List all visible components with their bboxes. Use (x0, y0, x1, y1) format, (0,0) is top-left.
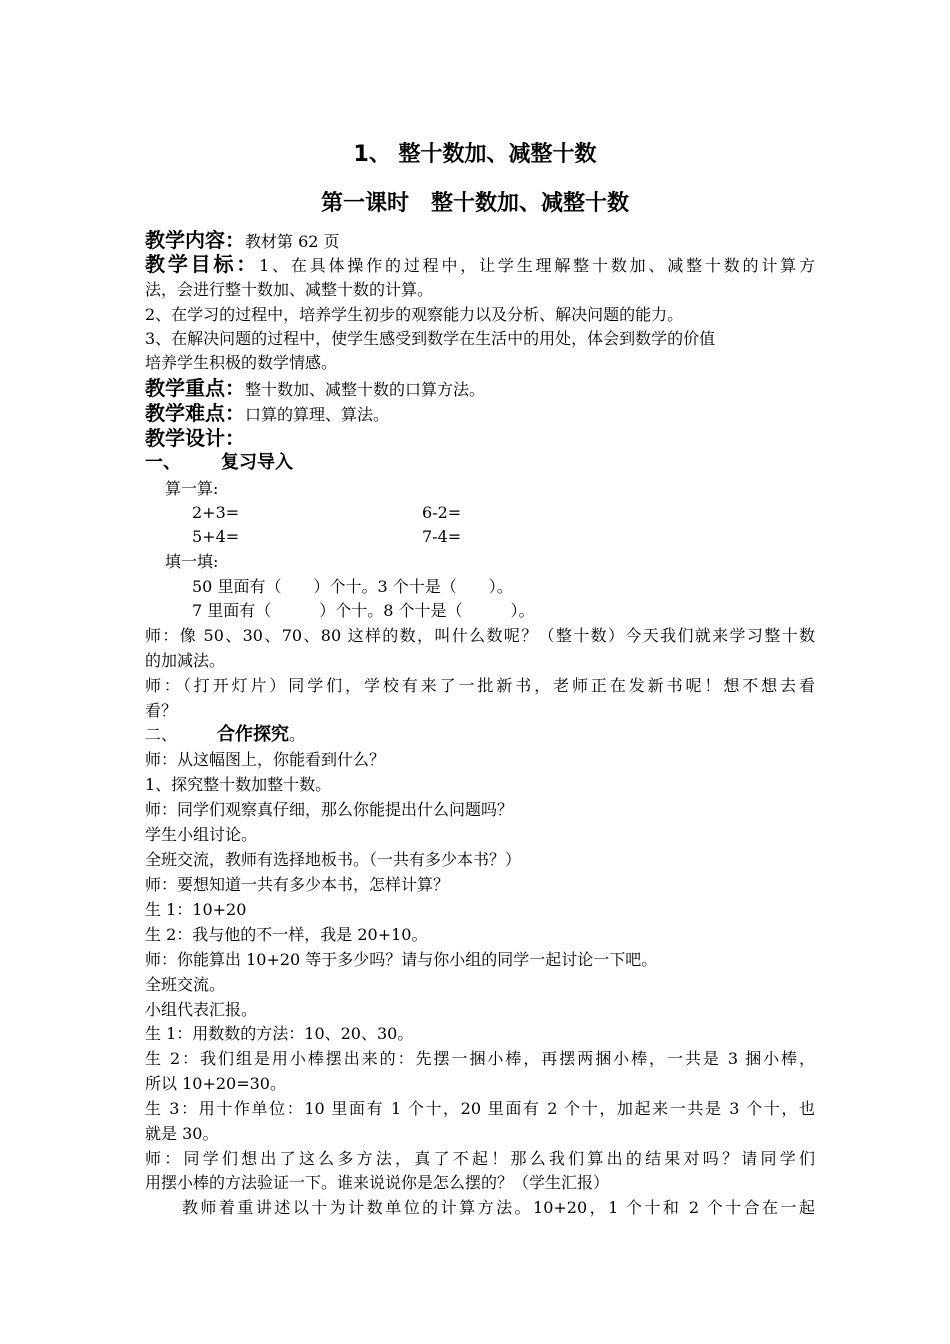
body2-line: 小组代表汇报。 (145, 1000, 258, 1019)
fill-line-2: 7 里面有（ ）个十。8 个十是（ ）。 (192, 601, 535, 620)
body-line: 师：像 50、30、70、80 这样的数，叫什么数呢？（整十数）今天我们就来学习整十数 (145, 626, 815, 645)
body2-line: 生 1：10+20 (145, 900, 247, 919)
key-row (145, 376, 815, 402)
goal-text-3: 2、在学习的过程中，培养学生初步的观察能力以及分析、解决问题的能力。 (145, 305, 684, 324)
section1-num: 一、 (145, 452, 181, 473)
difficulty-label: 教学难点： (145, 401, 245, 425)
section1-title: 复习导入 (221, 452, 293, 473)
body2-line: 生 1：用数数的方法：10、20、30。 (145, 1024, 414, 1043)
goal-text-2: 法，会进行整十数加、减整十数的计算。 (145, 280, 434, 299)
goal-text-5: 培养学生积极的数学情感。 (145, 353, 338, 372)
key-label: 教学重点： (145, 376, 245, 400)
body2-line: 1、探究整十数加整十数。 (145, 775, 332, 794)
difficulty-text: 口算的算理、算法。 (245, 405, 390, 424)
goal-text-1: 1、在具体操作的过程中，让学生理解整十数加、减整十数的计算方 (259, 256, 815, 275)
chapter-title: 1、 整十数加、减整十数 (353, 142, 597, 167)
body2-line: 师：从这幅图上，你能看到什么？ (145, 750, 386, 769)
calc-label: 算一算: (165, 479, 219, 498)
body2-line: 教师着重讲述以十为计数单位的计算方法。10+20，1 个十和 2 个十合在一起 (145, 1198, 815, 1217)
body2-line: 全班交流。 (145, 975, 226, 994)
body2-line: 师：同学们想出了这么多方法，真了不起！那么我们算出的结果对吗？请同学们 (145, 1149, 815, 1168)
design-label: 教学设计： (145, 426, 245, 450)
goal-row (145, 252, 815, 278)
body2-line: 就是 30。 (145, 1124, 219, 1143)
body2-line: 生 3：用十作单位：10 里面有 1 个十，20 里面有 2 个十，加起来一共是 3 个十，也 (145, 1099, 815, 1118)
body2-line: 生 2：我们组是用小棒摆出来的：先摆一捆小棒，再摆两捆小棒，一共是 3 捆小棒， (145, 1049, 815, 1068)
calc-q4: 7-4= (422, 527, 462, 546)
body2-line: 生 2：我与他的不一样，我是 20+10。 (145, 925, 428, 944)
body2-line: 师：要想知道一共有多少本书，怎样计算？ (145, 875, 450, 894)
goal-label: 教学目标： (145, 252, 260, 276)
body-line: 的加减法。 (145, 651, 226, 670)
body-line: 师：（打开灯片）同学们，学校有来了一批新书，老师正在发新书呢！想不想去看 (145, 676, 815, 695)
fill-label: 填一填: (165, 552, 219, 571)
body2-line: 所以 10+20=30。 (145, 1074, 286, 1093)
fill-line-1: 50 里面有（ ）个十。3 个十是（ ）。 (192, 577, 513, 596)
calc-q2: 6-2= (422, 503, 462, 522)
content-label: 教学内容： (145, 228, 245, 252)
key-text: 整十数加、减整十数的口算方法。 (245, 380, 486, 399)
section2-dot: 。 (289, 725, 306, 744)
body-line: 看？ (145, 701, 178, 720)
calc-q1: 2+3= (192, 503, 240, 522)
body2-line: 学生小组讨论。 (145, 825, 258, 844)
body2-line: 师：你能算出 10+20 等于多少吗？请与你小组的同学一起讨论一下吧。 (145, 950, 658, 969)
lesson-title: 第一课时 整十数加、减整十数 (320, 191, 629, 216)
body2-line: 用摆小棒的方法验证一下。谁来说说你是怎么摆的？（学生汇报） (145, 1173, 610, 1192)
body2-line: 师：同学们观察真仔细，那么你能提出什么问题吗？ (145, 800, 514, 819)
goal-text-4: 3、在解决问题的过程中，使学生感受到数学在生活中的用处，体会到数学的价值 (145, 329, 716, 348)
section2-title: 合作探究 (217, 724, 290, 745)
section2-num: 二、 (145, 725, 178, 744)
content-text: 教材第 62 页 (245, 232, 340, 251)
calc-q3: 5+4= (192, 527, 240, 546)
section2-heading (145, 722, 815, 747)
content-row (145, 228, 815, 254)
section1-heading (145, 450, 815, 475)
design-row (145, 426, 815, 452)
difficulty-row (145, 401, 815, 427)
body2-line: 全班交流，教师有选择地板书。（一共有多少本书？） (145, 850, 522, 869)
